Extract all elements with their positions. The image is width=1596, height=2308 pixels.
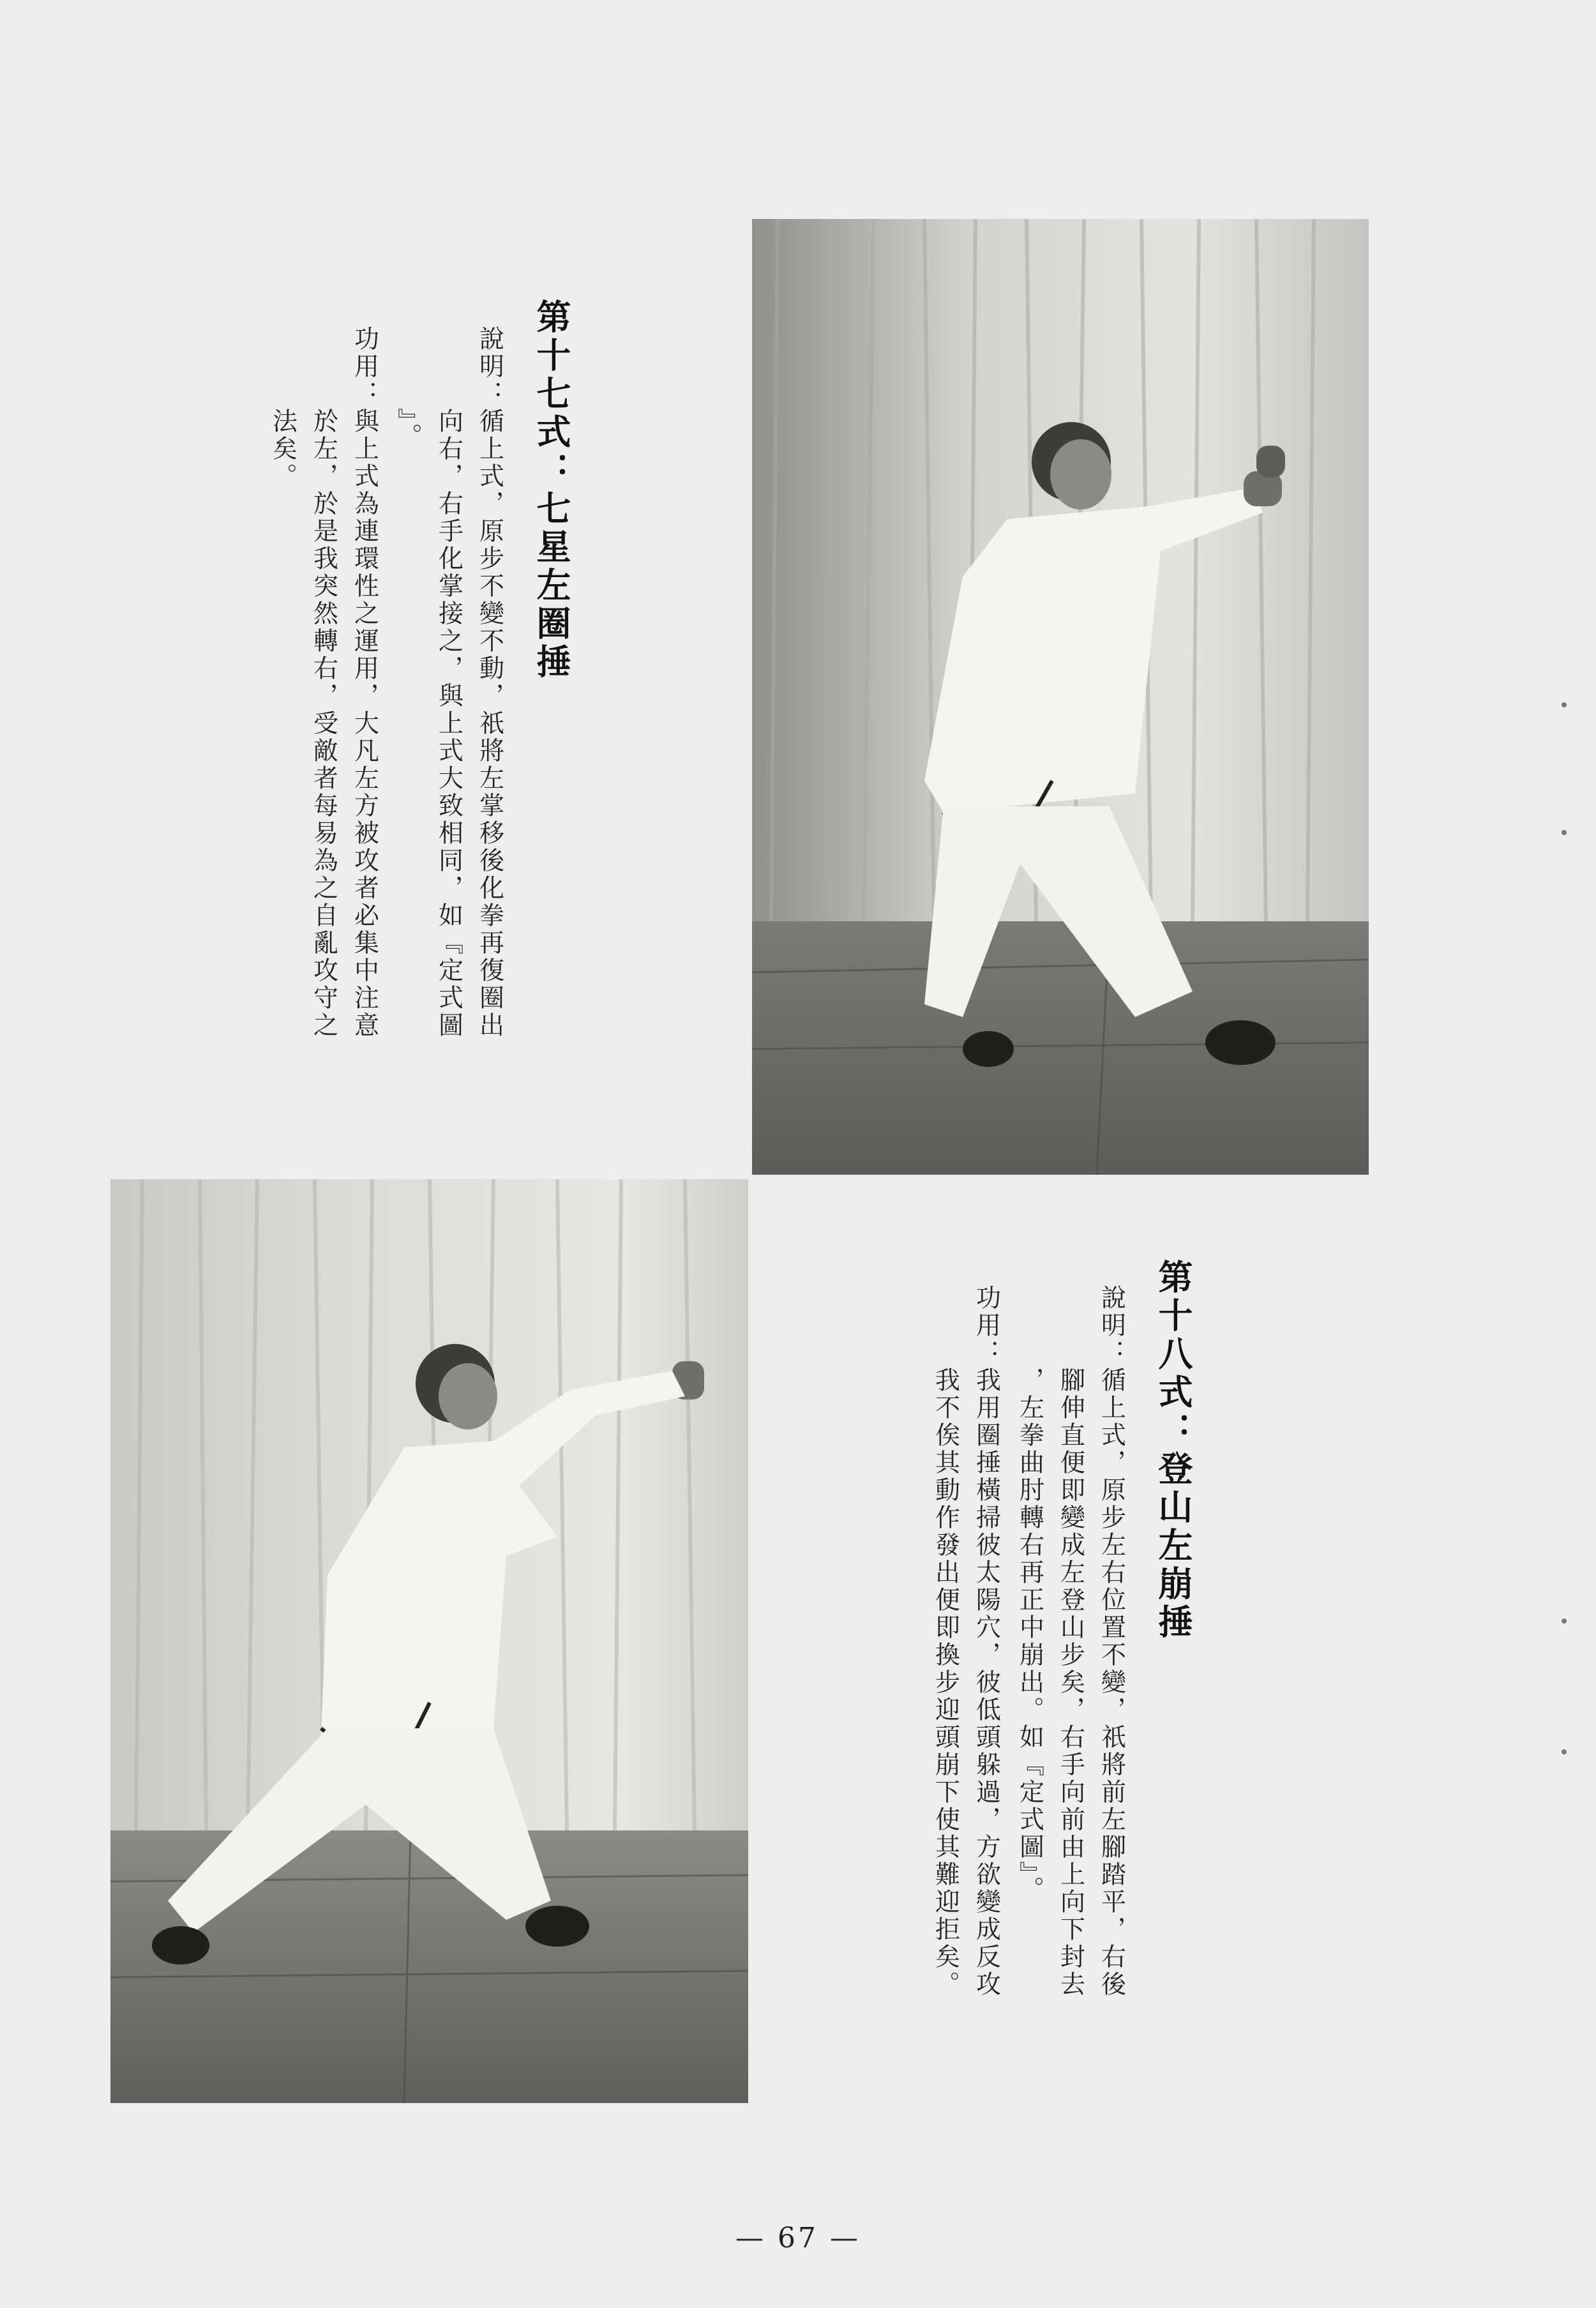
form-18-photo xyxy=(110,1179,748,2103)
form-18-usage-line-2: 我不俟其動作發出便即換步迎頭崩下使其難迎拒矣。 xyxy=(931,1285,960,1998)
binder-hole xyxy=(1562,1618,1567,1624)
form-17-usage-line-1: 功用：與上式為連環性之運用，大凡左方被攻者必集中注意 xyxy=(350,326,379,1039)
binder-hole xyxy=(1562,1749,1567,1754)
page-number: — 67 — xyxy=(735,2222,861,2254)
form-18-description-line-2: 腳伸直便即變成左登山步矣，右手向前由上向下封去 xyxy=(1056,1285,1085,1998)
form-18-title: 第十八式：登山左崩捶 xyxy=(1153,1259,1194,1642)
form-17-description-line-3: 』。 xyxy=(393,326,423,451)
form-17-description-line-1: 說明：循上式，原步不變不動，祇將左掌移後化拳再復圈出 xyxy=(475,326,504,1039)
form-18-description-line-1: 說明：循上式，原步左右位置不變，祇將前左腳踏平，右後 xyxy=(1097,1285,1126,1998)
form-17-usage-line-2: 於左，於是我突然轉右，受敵者每易為之自亂攻守之 xyxy=(309,326,338,1039)
binder-hole xyxy=(1562,702,1567,707)
form-17-usage-line-3: 法矣。 xyxy=(268,326,297,490)
form-18-usage-line-1: 功用：我用圈捶橫掃彼太陽穴，彼低頭躲過，方欲變成反攻 xyxy=(972,1285,1001,1998)
form-18-description-line-3: ，左拳曲肘轉右再正中崩出。如『定式圖』。 xyxy=(1015,1285,1044,1904)
form-17-description-line-2: 向右，右手化掌接之，與上式大致相同，如『定式圖 xyxy=(434,326,463,1039)
binder-hole xyxy=(1562,830,1567,835)
form-17-photo xyxy=(752,219,1369,1175)
form-17-title: 第十七式：七星左圈捶 xyxy=(531,299,572,682)
